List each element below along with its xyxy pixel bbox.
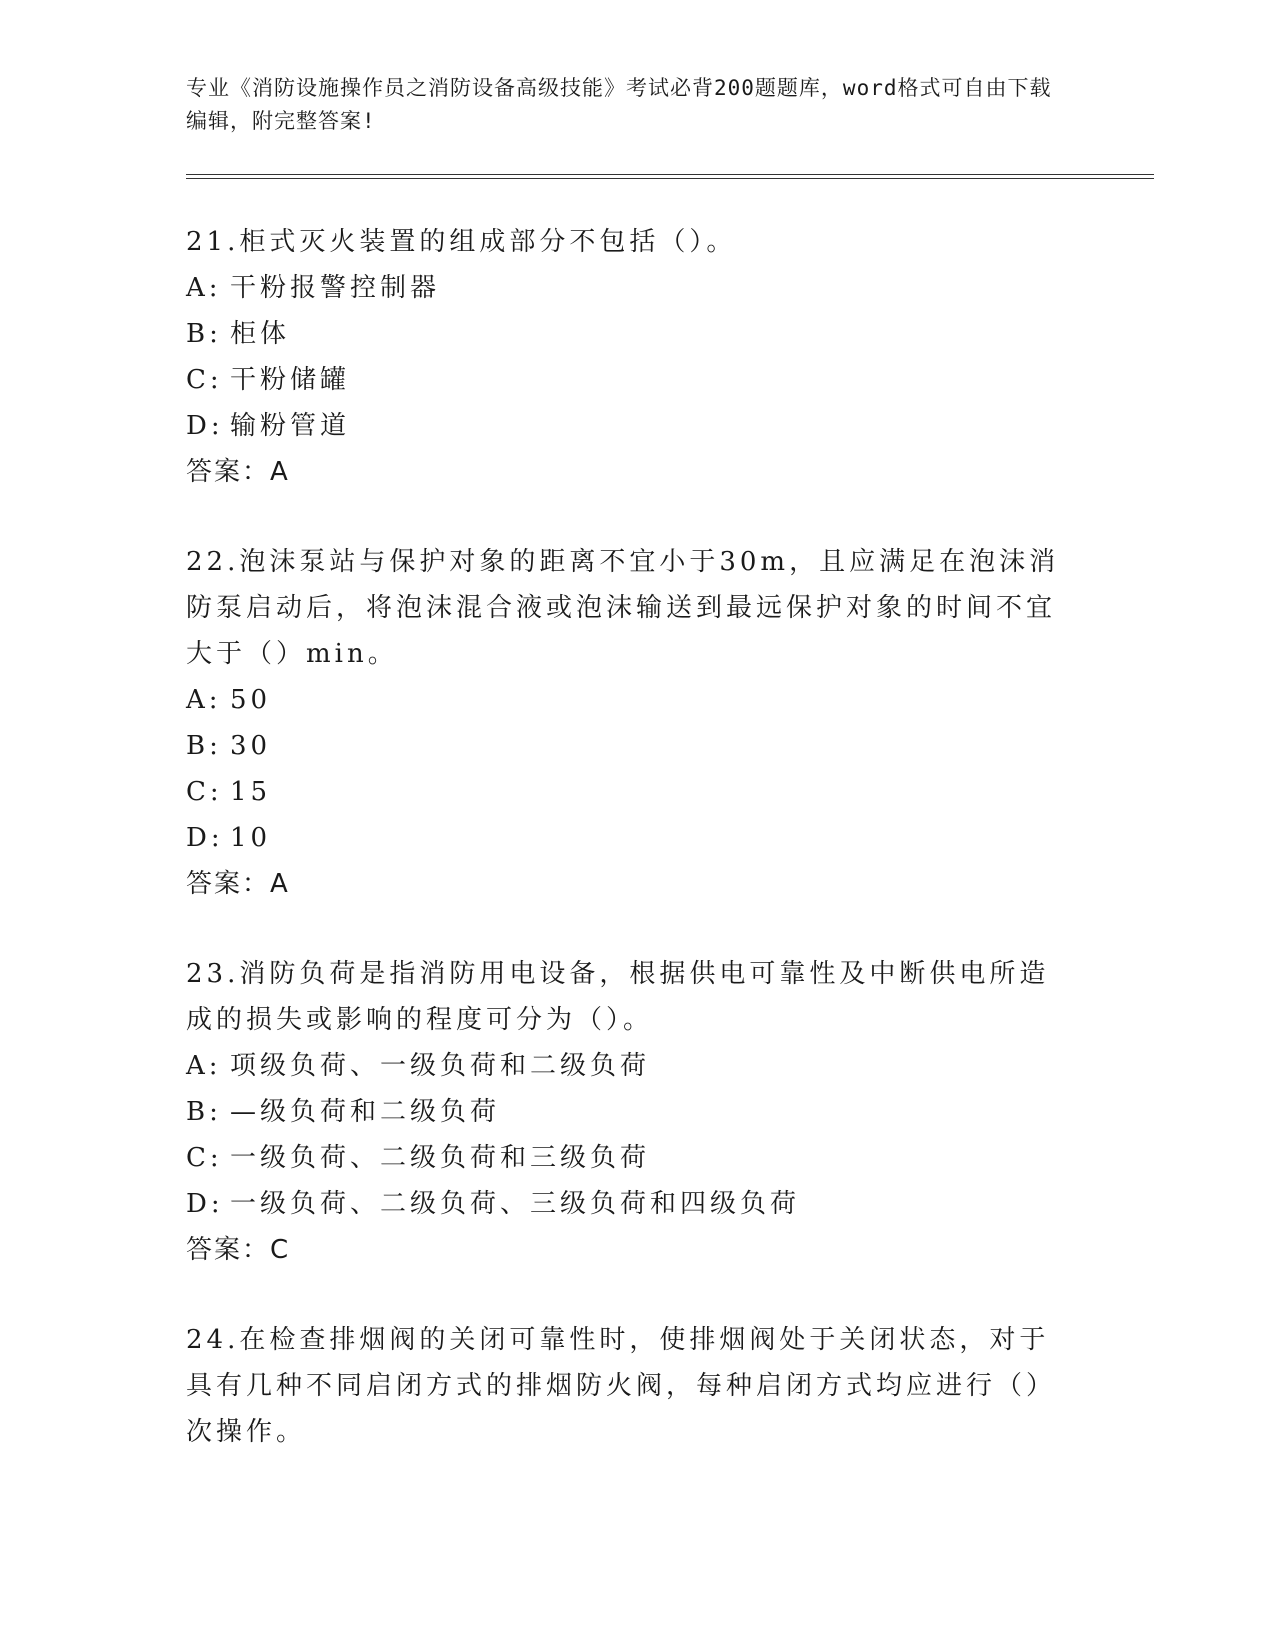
option-a [186, 677, 1156, 723]
option-key: B: [186, 731, 222, 761]
answer-line: 答案：A [186, 457, 290, 487]
option-c [186, 1135, 1156, 1181]
document-page [186, 72, 1156, 1499]
option-text: 项级负荷、一级负荷和二级负荷 [230, 1051, 651, 1081]
question-text: 21.柜式灭火装置的组成部分不包括（）。 [186, 227, 737, 257]
question-21 [186, 219, 1156, 495]
option-d [186, 815, 1156, 861]
option-text: 干粉储罐 [230, 365, 351, 395]
answer-line: 答案：C [186, 1235, 291, 1265]
option-key: D: [186, 823, 224, 853]
option-key: B: [186, 319, 222, 349]
option-a [186, 265, 1156, 311]
option-text: 一级负荷、二级负荷、三级负荷和四级负荷 [230, 1189, 801, 1219]
option-text: 15 [230, 777, 272, 807]
option-key: D: [186, 411, 224, 441]
answer-line: 答案：A [186, 869, 290, 899]
option-key: C: [186, 1143, 223, 1173]
option-key: D: [186, 1189, 224, 1219]
option-c [186, 769, 1156, 815]
option-text: 干粉报警控制器 [230, 273, 441, 303]
option-text: 30 [230, 731, 272, 761]
option-key: A: [186, 273, 222, 303]
option-text: 50 [230, 685, 272, 715]
option-key: B: [186, 1097, 222, 1127]
question-text: 23.消防负荷是指消防用电设备，根据供电可靠性及中断供电所造成的损失或影响的程度可分为（）。 [186, 959, 1050, 1035]
option-text: 柜体 [230, 319, 291, 349]
question-list [186, 219, 1156, 1455]
option-text: 一级负荷、二级负荷和三级负荷 [230, 1143, 651, 1173]
option-c [186, 357, 1156, 403]
question-23 [186, 951, 1156, 1273]
option-b [186, 723, 1156, 769]
option-b [186, 1089, 1156, 1135]
header-divider [186, 174, 1154, 179]
option-key: A: [186, 1051, 222, 1081]
question-text: 24.在检查排烟阀的关闭可靠性时，使排烟阀处于关闭状态，对于具有几种不同启闭方式的排烟防火阀，每种启闭方式均应进行（）次操作。 [186, 1325, 1057, 1447]
option-a [186, 1043, 1156, 1089]
option-d [186, 1181, 1156, 1227]
option-d [186, 403, 1156, 449]
question-text: 22.泡沫泵站与保护对象的距离不宜小于30m，且应满足在泡沫消防泵启动后，将泡沫混合液或泡沫输送到最远保护对象的时间不宜大于（）min。 [186, 547, 1060, 669]
option-key: C: [186, 365, 223, 395]
question-24 [186, 1317, 1156, 1455]
option-key: C: [186, 777, 223, 807]
question-22 [186, 539, 1156, 907]
option-text: 输粉管道 [230, 411, 351, 441]
option-text: —级负荷和二级负荷 [230, 1097, 501, 1127]
option-text: 10 [230, 823, 272, 853]
document-header: 专业《消防设施操作员之消防设备高级技能》考试必背200题题库，word格式可自由下载编辑，附完整答案! [186, 76, 1052, 133]
option-key: A: [186, 685, 222, 715]
option-b [186, 311, 1156, 357]
